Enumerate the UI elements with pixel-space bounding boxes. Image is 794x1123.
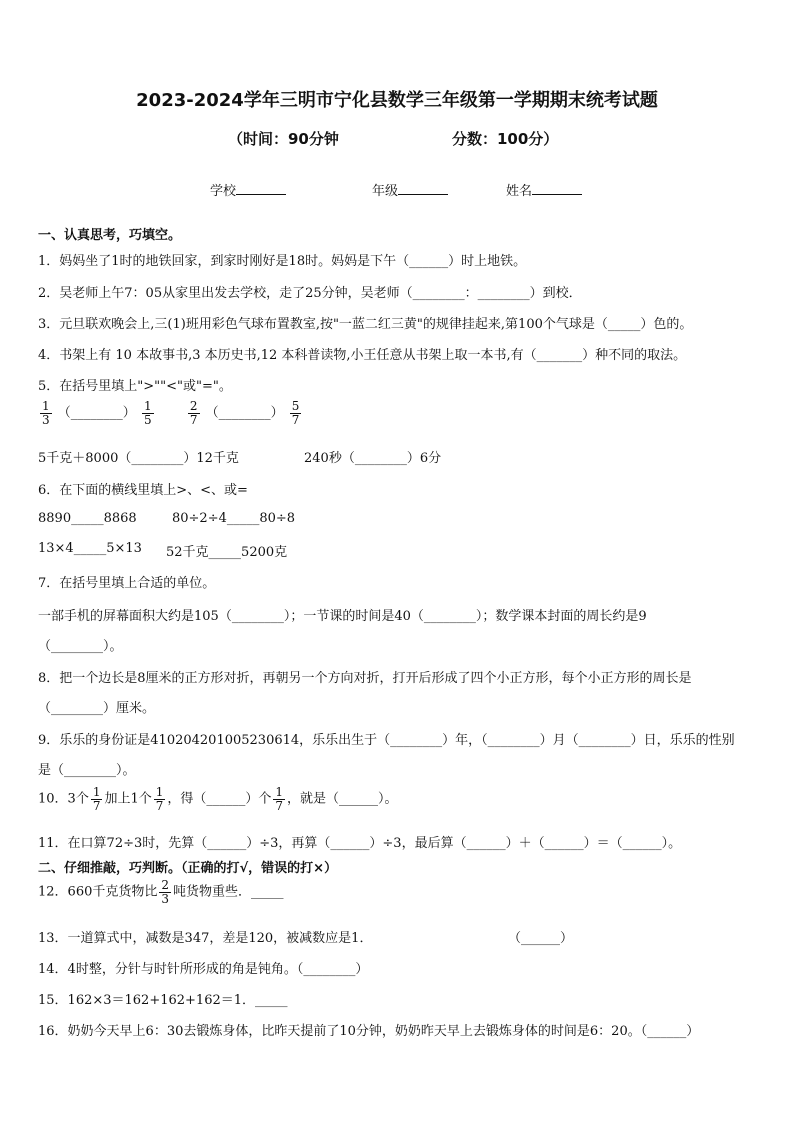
question-10-part: ，得（______）个 [167,791,272,807]
question-6c: 13×4_____5×13 [38,541,142,556]
grade-field [372,180,448,199]
question-13: 13．一道算式中，减数是347，差是120，被减数应是1． [38,931,373,946]
question-5-fractions [38,400,303,426]
fraction: $\frac{1}{3}$ [42,399,50,427]
question-2: 2．吴老师上午7：05从家里出发去学校，走了25分钟，吴老师（________：________）到校． [38,286,582,301]
question-6: 6．在下面的横线里填上>、<、或= [38,483,248,498]
question-11: 11．在口算72÷3时，先算（______）÷3，再算（______）÷3，最后算（______）＋（______）＝（______）。 [38,836,682,851]
answer-paren[interactable]: （________） [57,405,136,421]
school-label: 学校 [210,184,237,199]
question-7-line2: （________）。 [38,639,123,654]
question-6b: 80÷2÷4_____80÷8 [172,511,296,526]
section-2-heading: 二、仔细推敲，巧判断。（正确的打√，错误的打×） [38,861,338,876]
question-5-line2b: 240秒（________）6分 [304,451,442,466]
fraction: $\frac{1}{7}$ [92,785,101,813]
grade-label: 年级 [372,184,399,199]
question-12-part: 12．660千克货物比 [38,884,158,900]
question-4: 4．书架上有 10 本故事书,3 本历史书,12 本科普读物,小王任意从书架上取一本书,有（_______）种不同的取法。 [38,348,687,363]
question-8-line1: 8．把一个边长是8厘米的正方形对折，再朝另一个方向对折，打开后形成了四个小正方形，每个小正方形的周长是 [38,671,692,686]
question-9-line2: 是（________）。 [38,763,136,778]
school-field [210,180,286,199]
question-7: 7．在括号里填上合适的单位。 [38,576,216,591]
question-3: 3．元旦联欢晚会上,三(1)班用彩色气球布置教室,按"一蓝二红三黄"的规律挂起来,第100个气球是（_____）色的。 [38,317,693,332]
name-label: 姓名 [506,184,533,199]
question-15: 15．162×3＝162+162+162＝1．_____ [38,993,288,1008]
name-blank[interactable] [532,182,582,195]
question-6a: 8890_____8868 [38,511,137,526]
section-1-heading: 一、认真思考，巧填空。 [38,228,182,243]
question-8-line2: （________）厘米。 [38,701,156,716]
fraction: $\frac{2}{7}$ [189,399,198,427]
question-6d: 52千克_____5200克 [166,545,288,560]
question-10 [38,786,398,812]
fraction: $\frac{1}{7}$ [275,785,284,813]
time-label: （时间：90分钟 [228,130,339,148]
question-12-part: 吨货物重些．_____ [173,884,284,900]
question-9-line1: 9．乐乐的身份证是410204201005230614，乐乐出生于（________）年，（________）月（________）日，乐乐的性别 [38,733,735,748]
answer-paren[interactable]: （________） [205,405,284,421]
question-5-line2a: 5千克＋8000（________）12千克 [38,451,239,466]
fraction: $\frac{5}{7}$ [291,399,300,427]
grade-blank[interactable] [398,182,448,195]
question-13-answer[interactable]: （______） [508,931,574,946]
question-5: 5．在括号里填上">""<"或"="。 [38,379,232,394]
question-12 [38,879,284,905]
fraction: $\frac{2}{3}$ [161,878,169,906]
exam-title: 2023-2024学年三明市宁化县数学三年级第一学期期末统考试题 [136,90,658,111]
school-blank[interactable] [236,182,286,195]
name-field [506,180,582,199]
question-10-part: 10．3个 [38,791,89,807]
fraction: $\frac{1}{5}$ [143,399,152,427]
question-1: 1．妈妈坐了1时的地铁回家，到家时刚好是18时。妈妈是下午（______）时上地铁。 [38,254,527,269]
question-14: 14．4时整，分针与时针所形成的角是钝角。（________） [38,962,369,977]
question-7-line1: 一部手机的屏幕面积大约是105（________）；一节课的时间是40（________）；数学课本封面的周长约是9 [38,609,647,624]
question-10-part: 加上1个 [104,791,152,807]
fraction: $\frac{1}{7}$ [155,785,164,813]
score-label: 分数：100分） [452,130,559,148]
question-10-part: ，就是（______）。 [287,791,398,807]
question-16: 16．奶奶今天早上6：30去锻炼身体，比昨天提前了10分钟，奶奶昨天早上去锻炼身体的时间是6：20。（______） [38,1024,700,1039]
